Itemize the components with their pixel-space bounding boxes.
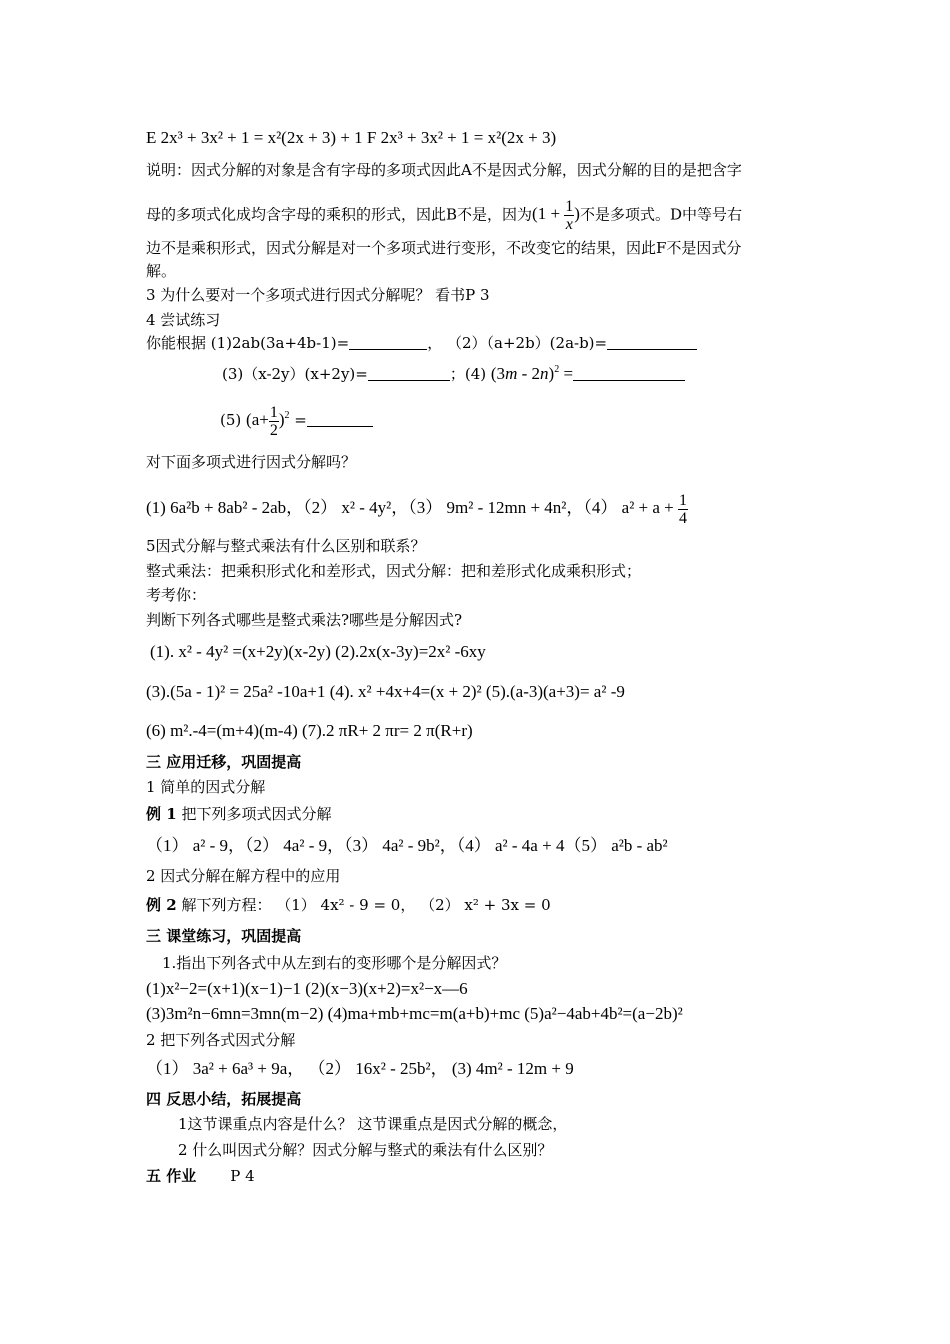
explanation-line-1: 说明：因式分解的对象是含有字母的多项式因此A不是因式分解，因式分解的目的是把含字 <box>146 161 742 179</box>
difference-statement: 整式乘法：把乘积形式化和差形式，因式分解：把和差形式化成乘积形式； <box>146 562 642 580</box>
quiz-title: 考考你： <box>146 586 207 604</box>
practice-1-items-a: (1)x²−2=(x+1)(x−1)−1 (2)(x−3)(x+2)=x²−x—6 <box>146 979 468 998</box>
question-5: 5因式分解与整式乘法有什么区别和联系？ <box>146 537 426 555</box>
quiz-items-1-2: (1). x² - 4y² =(x+2y)(x-2y) (2).2x(x-3y)=2x² -6xy <box>150 642 486 661</box>
quiz-instruction: 判断下列各式哪些是整式乘法?哪些是分解因式? <box>146 611 463 629</box>
section-4b-title: 四 反思小结，拓展提高 <box>146 1090 302 1108</box>
subsection-equations: 2 因式分解在解方程中的应用 <box>146 867 341 885</box>
summary-1: 1这节课重点内容是什么？ 这节课重点是因式分解的概念， <box>178 1115 568 1133</box>
explanation-line-4: 解。 <box>146 262 177 280</box>
practice-2-instruction: 2 把下列各式因式分解 <box>146 1031 296 1049</box>
example-2: 例 2 解下列方程： （1） 4x² - 9 = 0， （2） x² + 3x = 0 <box>146 896 551 914</box>
section-3b-title: 三 课堂练习，巩固提高 <box>146 927 302 945</box>
example-1-title: 例 1 把下列多项式因式分解 <box>146 805 332 823</box>
summary-2: 2 什么叫因式分解？因式分解与整式的乘法有什么区别？ <box>178 1141 553 1159</box>
factor-question: 对下面多项式进行因式分解吗？ <box>146 453 357 471</box>
example-1-items: （1） a² - 9，（2） 4a² - 9，（3） 4a² - 9b²，（4） a² - 4a + 4（5） a²b - ab² <box>146 836 668 855</box>
practice-1-items-b: (3)3m²n−6mn=3mn(m−2) (4)ma+mb+mc=m(a+b)+mc (5)a²−4ab+4b²=(a−2b)² <box>146 1004 683 1023</box>
exercise-line-1: 你能根据 (1)2ab(3a+4b-1)= ， （2）（a+2b）(2a-b)= <box>146 333 697 353</box>
exercise-line-2: (3)（x-2y）(x+2y)= ；(4) (3m - 2n)$^2$ = <box>222 364 685 384</box>
explanation-line-3: 边不是乘积形式，因式分解是对一个多项式进行变形，不改变它的结果，因此F不是因式分 <box>146 239 742 257</box>
practice-1-instruction: 1.指出下列各式中从左到右的变形哪个是分解因式？ <box>162 954 507 972</box>
factor-exercises: (1) 6a²b + 8ab² - 2ab，（2） x² - 4y²，（3） 9m² - 12mn + 4n²，（4） a² + a + $\frac{1}{4}$ <box>146 491 688 527</box>
homework: 五 作业 P 4 <box>146 1167 255 1185</box>
section-4-title: 4 尝试练习 <box>146 311 221 329</box>
options-e-f: E 2x³ + 3x² + 1 = x²(2x + 3) + 1 F 2x³ + 3x² + 1 = x²(2x + 3) <box>146 128 557 147</box>
question-3: 3 为什么要对一个多项式进行因式分解呢？ 看书P 3 <box>146 286 490 304</box>
section-3-title: 三 应用迁移，巩固提高 <box>146 753 302 771</box>
exercise-line-3: (5) (a+ $\frac{1}{2}$ )$^2$ = <box>220 402 373 439</box>
explanation-line-2: 母的多项式化成均含字母的乘积的形式，因此B不是，因为(1 + $\frac{1}{x}$ )不是多项式。D中等号右 <box>146 198 742 233</box>
practice-2-items: （1） 3a² + 6a³ + 9a， （2） 16x² - 25b²， (3) 4m² - 12m + 9 <box>146 1059 574 1078</box>
subsection-simple-factoring: 1 简单的因式分解 <box>146 778 266 796</box>
quiz-items-3-5: (3).(5a - 1)² = 25a² -10a+1 (4). x² +4x+4=(x + 2)² (5).(a-3)(a+3)= a² -9 <box>146 682 625 701</box>
quiz-items-6-7: (6) m².-4=(m+4)(m-4) (7).2 πR+ 2 πr= 2 π(R+r) <box>146 721 473 740</box>
